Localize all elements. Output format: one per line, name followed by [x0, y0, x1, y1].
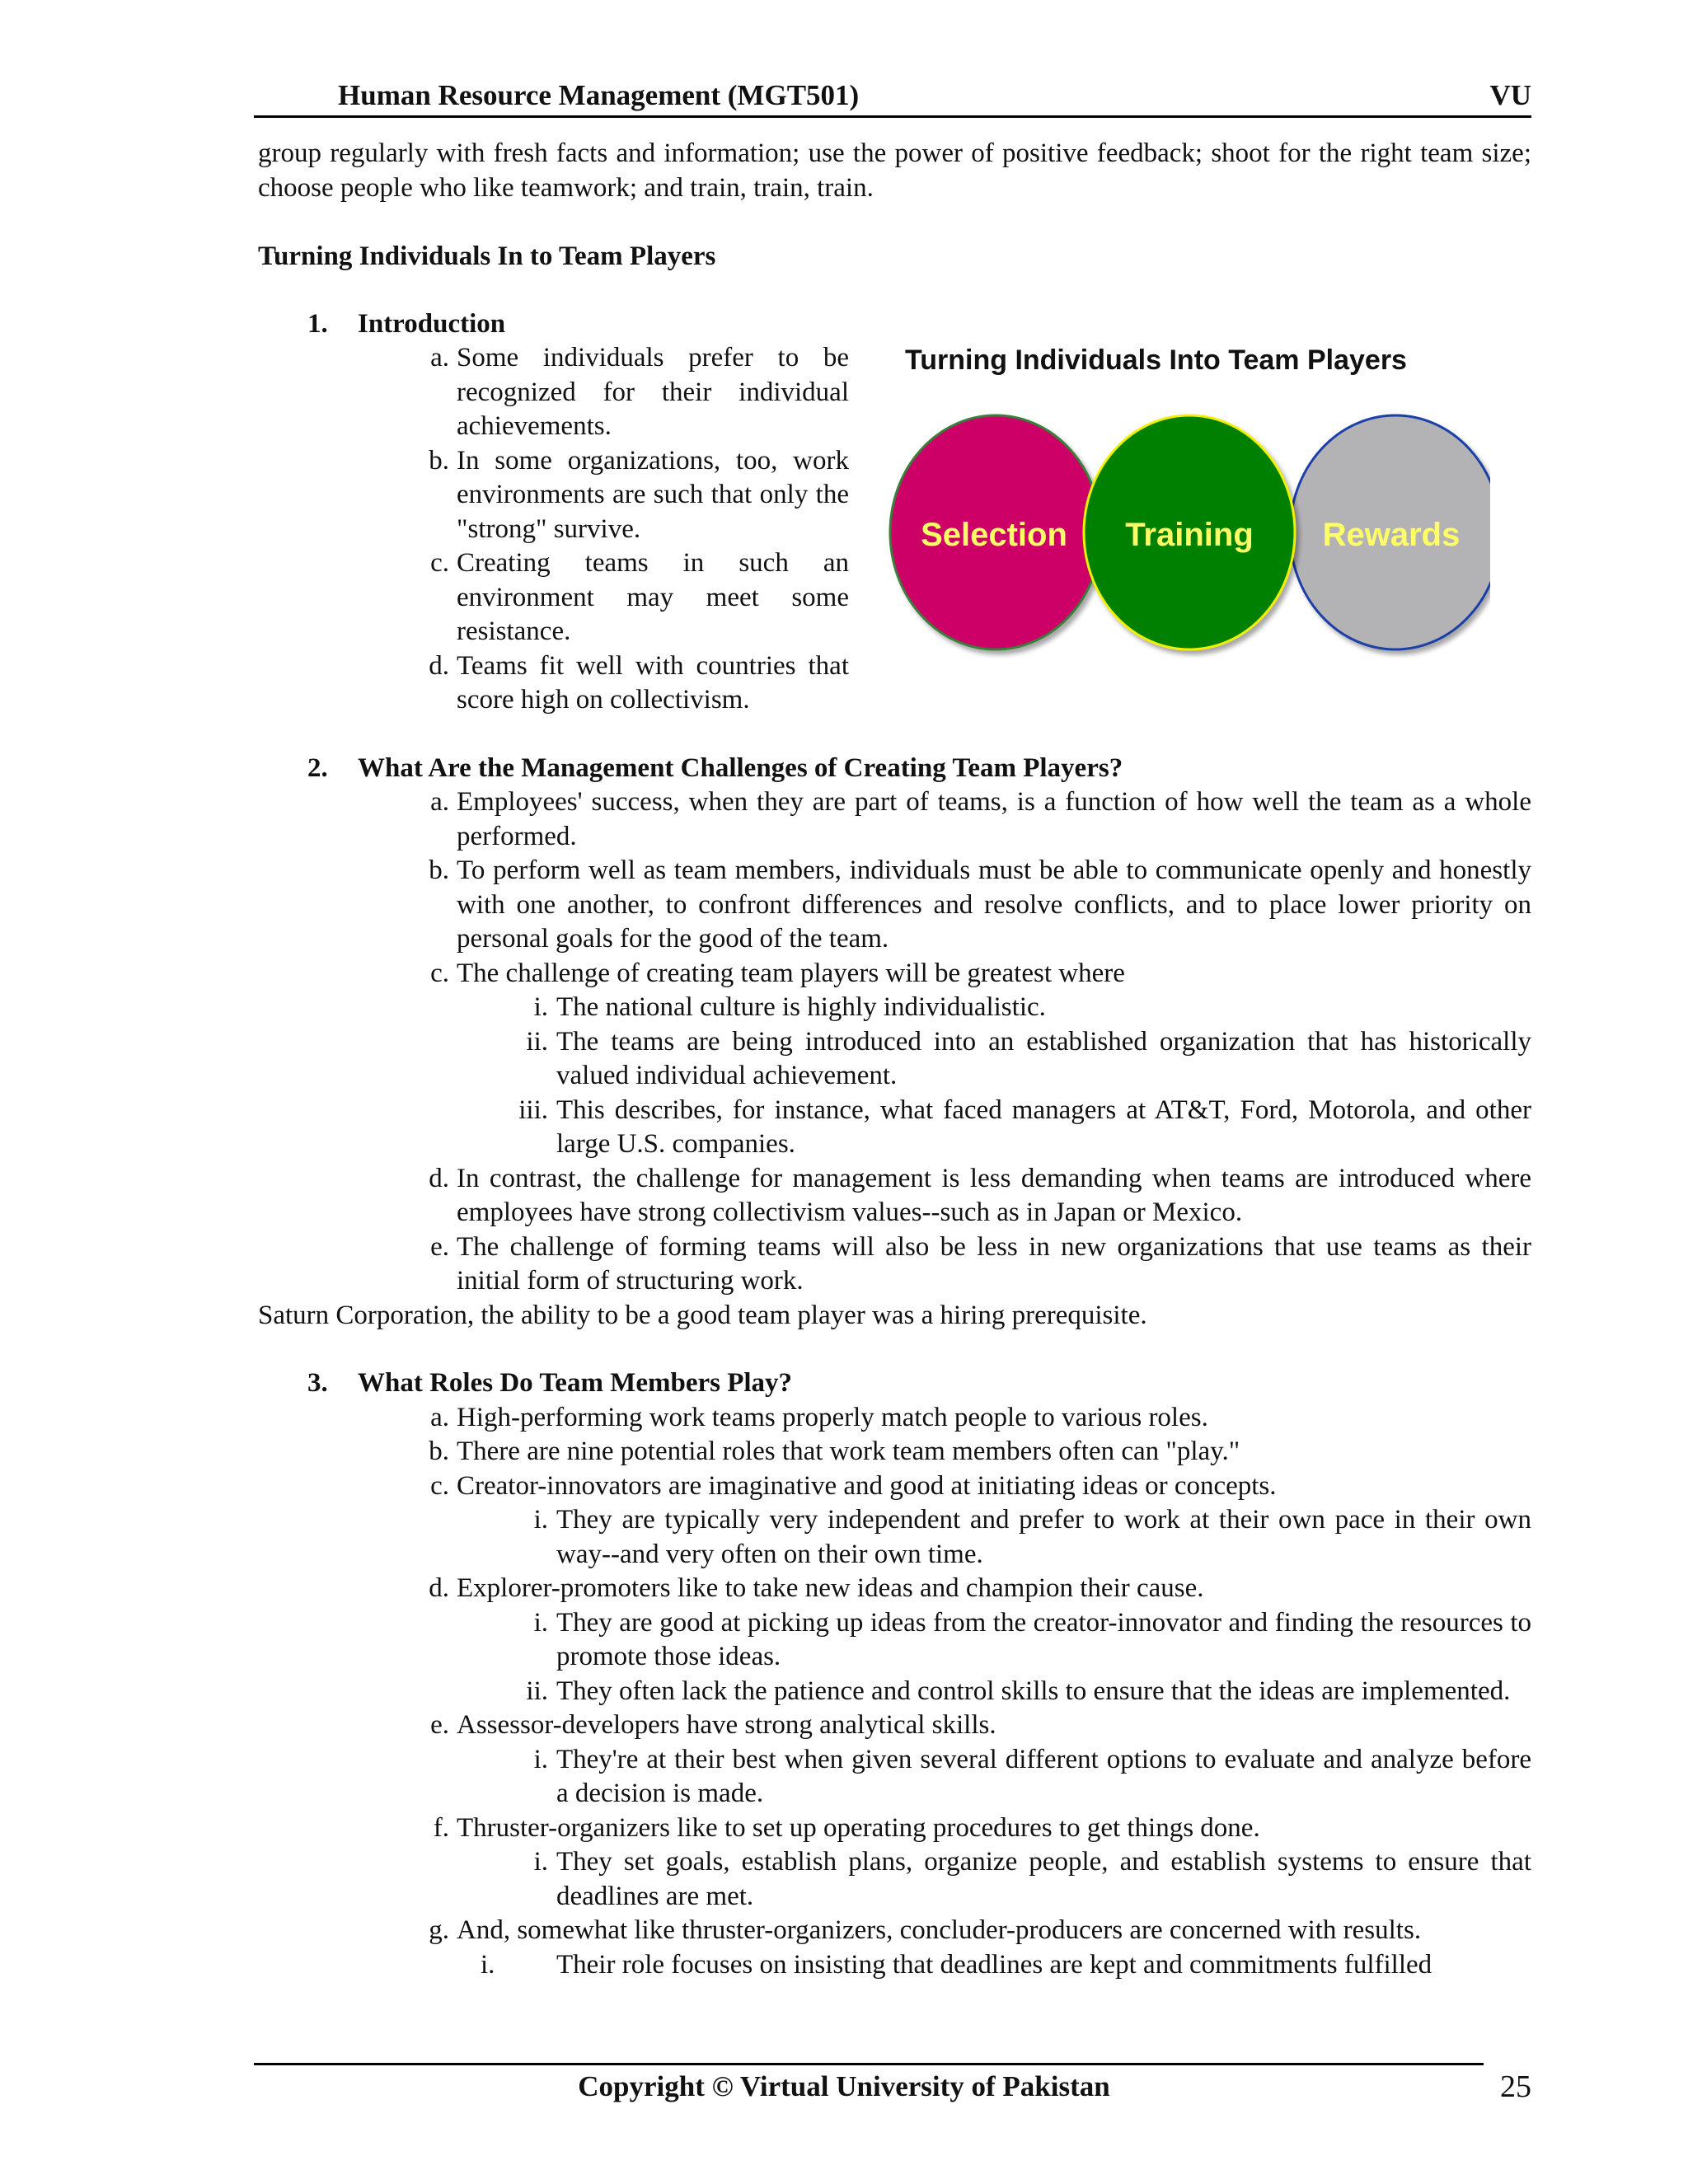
list-item: e. The challenge of forming teams will also be less in new organizations that use teams as their initial form of structuring work. [430, 1231, 1531, 1296]
figure-title: Turning Individuals Into Team Players [905, 344, 1407, 376]
footer-rule [254, 2063, 1484, 2065]
sub-list-item: ii. The teams are being introduced into an established organization that has historically valued individual achievement. [526, 1026, 1531, 1090]
header-title: Human Resource Management (MGT501) [338, 79, 860, 111]
section-1-title: Introduction [358, 308, 506, 339]
rewards-label: Rewards [1322, 517, 1461, 553]
training-label: Training [1125, 517, 1254, 553]
list-item: b. There are nine potential roles that work team members often can "play." [429, 1436, 1240, 1466]
list-item: a. Employees' success, when they are part of teams, is a function of how well the team as a whole performed. [430, 787, 1531, 851]
section-title: Turning Individuals In to Team Players [258, 241, 716, 271]
section-1-number: 1. [307, 308, 328, 339]
list-item: a. Some individuals prefer to be recognized for their individual achievements. [430, 343, 849, 441]
list-item: d. In contrast, the challenge for management is less demanding when teams are introduced where employees have strong collectivism values--such as in Japan or Mexico. [429, 1163, 1531, 1227]
sub-list-item: i. Their role focuses on insisting that deadlines are kept and commitments fulfilled [481, 1949, 1432, 1980]
venn-diagram [880, 336, 1490, 682]
list-item: a. High-performing work teams properly match people to various roles. [430, 1402, 1208, 1432]
section-3 [258, 1366, 1531, 1982]
list-item: c. Creator-innovators are imaginative and good at initiating ideas or concepts. [430, 1470, 1277, 1501]
section-2-title: What Are the Management Challenges of Creating Team Players? [358, 752, 1123, 783]
list-item: g. And, somewhat like thruster-organizers, concluder-producers are concerned with results. [429, 1915, 1422, 1945]
section-3-title: What Roles Do Team Members Play? [358, 1368, 793, 1398]
section-3-number: 3. [307, 1368, 328, 1398]
section-2-trailing-text: Saturn Corporation, the ability to be a good team player was a hiring prerequisite. [258, 1300, 1147, 1330]
list-item: d. Explorer-promoters like to take new ideas and champion their cause. [429, 1573, 1204, 1603]
page-number: 25 [1500, 2069, 1531, 2104]
section-2 [258, 752, 1531, 1333]
list-item: b. In some organizations, too, work environments are such that only the "strong" survive. [429, 445, 849, 544]
section-2-number: 2. [307, 752, 328, 783]
section-3-heading [258, 1366, 1531, 1401]
team-players-figure [880, 336, 1490, 682]
list-item: c. Creating teams in such an environment may meet some resistance. [430, 548, 849, 646]
list-item: e. Assessor-developers have strong analytical skills. [430, 1710, 996, 1740]
selection-label: Selection [921, 517, 1067, 553]
sub-list-item: i. They set goals, establish plans, organize people, and establish systems to ensure that deadlines are met. [533, 1847, 1531, 1911]
intro-paragraph: group regularly with fresh facts and information; use the power of positive feedback; shoot for the right team size; choose people who like teamwork; and train, train, train. [258, 138, 1531, 203]
list-item: d. Teams fit well with countries that score high on collectivism. [429, 650, 849, 715]
sub-list-item: i. They're at their best when given several different options to evaluate and analyze before a decision is made. [533, 1744, 1531, 1808]
sub-list-item: ii. They often lack the patience and control skills to ensure that the ideas are implemented. [526, 1675, 1511, 1706]
header-vu: VU [1489, 79, 1531, 111]
footer-copyright: Copyright © Virtual University of Pakistan [578, 2070, 1110, 2102]
section-2-heading [258, 752, 1531, 786]
sub-list-item: iii. This describes, for instance, what faced managers at AT&T, Ford, Motorola, and other large U.S. companies. [518, 1094, 1531, 1159]
list-item: c. The challenge of creating team players will be greatest where [430, 958, 1125, 988]
sub-list-item: i. The national culture is highly individualistic. [533, 992, 1046, 1022]
list-item: b. To perform well as team members, individuals must be able to communicate openly and honestly with one another, to confront differences and resolve conflicts, and to place lower priority on personal goals for the good of the team. [429, 855, 1531, 954]
sub-list-item: i. They are good at picking up ideas from the creator-innovator and finding the resources to promote those ideas. [533, 1607, 1531, 1671]
list-item: f. Thruster-organizers like to set up operating procedures to get things done. [433, 1812, 1260, 1843]
header-rule [254, 115, 1531, 118]
sub-list-item: i. They are typically very independent and prefer to work at their own pace in their own way--and very often on their own time. [533, 1505, 1531, 1569]
